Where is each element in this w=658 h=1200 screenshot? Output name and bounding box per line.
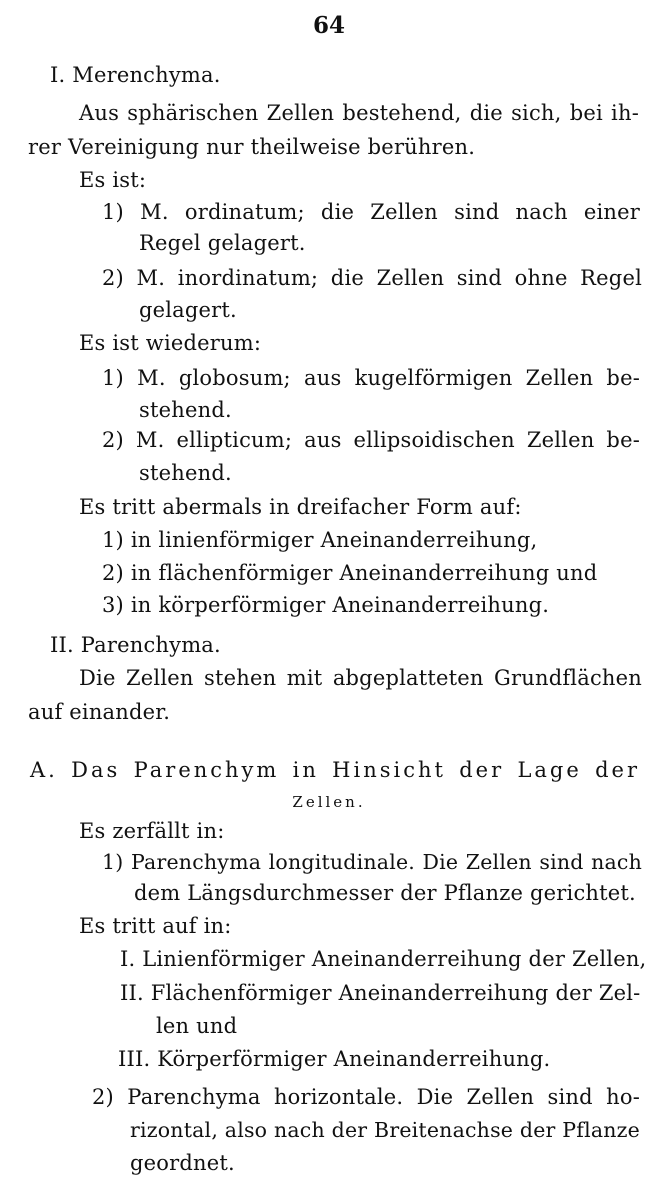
list-item: I. Linienförmiger Aneinanderreihung der Zellen, — [120, 947, 647, 971]
list-item: 1) M. globosum; aus kugelförmigen Zellen be- — [102, 366, 640, 390]
text-line: dem Längsdurchmesser der Pflanze gerichtet. — [134, 881, 636, 905]
text-line: Die Zellen stehen mit abgeplatteten Grundflächen — [79, 666, 642, 690]
text-line: stehend. — [139, 461, 232, 485]
text-line: Es tritt auf in: — [79, 914, 232, 938]
list-item: 2) in flächenförmiger Aneinanderreihung und — [102, 561, 598, 585]
text-line: Aus sphärischen Zellen bestehend, die sich, bei ih- — [79, 101, 639, 125]
text-line: stehend. — [139, 398, 232, 422]
list-item: 1) Parenchyma longitudinale. Die Zellen sind nach — [102, 850, 642, 874]
text-line: rer Vereinigung nur theilweise berühren. — [28, 135, 476, 159]
list-item: III. Körperförmiger Aneinanderreihung. — [118, 1047, 551, 1071]
section-heading-merenchyma: I. Merenchyma. — [50, 63, 221, 87]
section-heading-parenchyma: II. Parenchyma. — [50, 633, 221, 657]
text-line: Es ist wiederum: — [79, 331, 262, 355]
text-line: Es ist: — [79, 168, 147, 192]
text-line: auf einander. — [28, 700, 171, 724]
list-item: 2) Parenchyma horizontale. Die Zellen sind ho- — [92, 1085, 640, 1109]
page-number: 64 — [312, 12, 345, 39]
list-item: 3) in körperförmiger Aneinanderreihung. — [102, 593, 550, 617]
list-item: 2) M. ellipticum; aus ellipsoidischen Zellen be- — [102, 428, 640, 452]
list-item: 1) M. ordinatum; die Zellen sind nach einer — [102, 200, 640, 224]
text-line: Es tritt abermals in dreifacher Form auf: — [79, 495, 522, 519]
list-item: 1) in linienförmiger Aneinanderreihung, — [102, 528, 538, 552]
subsection-heading-a: A. Das Parenchym in Hinsicht der Lage der — [30, 758, 640, 782]
list-item: 2) M. inordinatum; die Zellen sind ohne Regel — [102, 266, 642, 290]
text-line: Es zerfällt in: — [79, 819, 225, 843]
subsection-heading-continued: Zellen. — [292, 793, 366, 811]
text-line: Regel gelagert. — [139, 231, 306, 255]
text-line: gelagert. — [139, 298, 237, 322]
text-line: len und — [156, 1014, 238, 1038]
list-item: II. Flächenförmiger Aneinanderreihung der Zel- — [120, 981, 641, 1005]
text-line: geordnet. — [130, 1151, 235, 1175]
text-line: rizontal, also nach der Breitenachse der Pflanze — [130, 1118, 640, 1142]
